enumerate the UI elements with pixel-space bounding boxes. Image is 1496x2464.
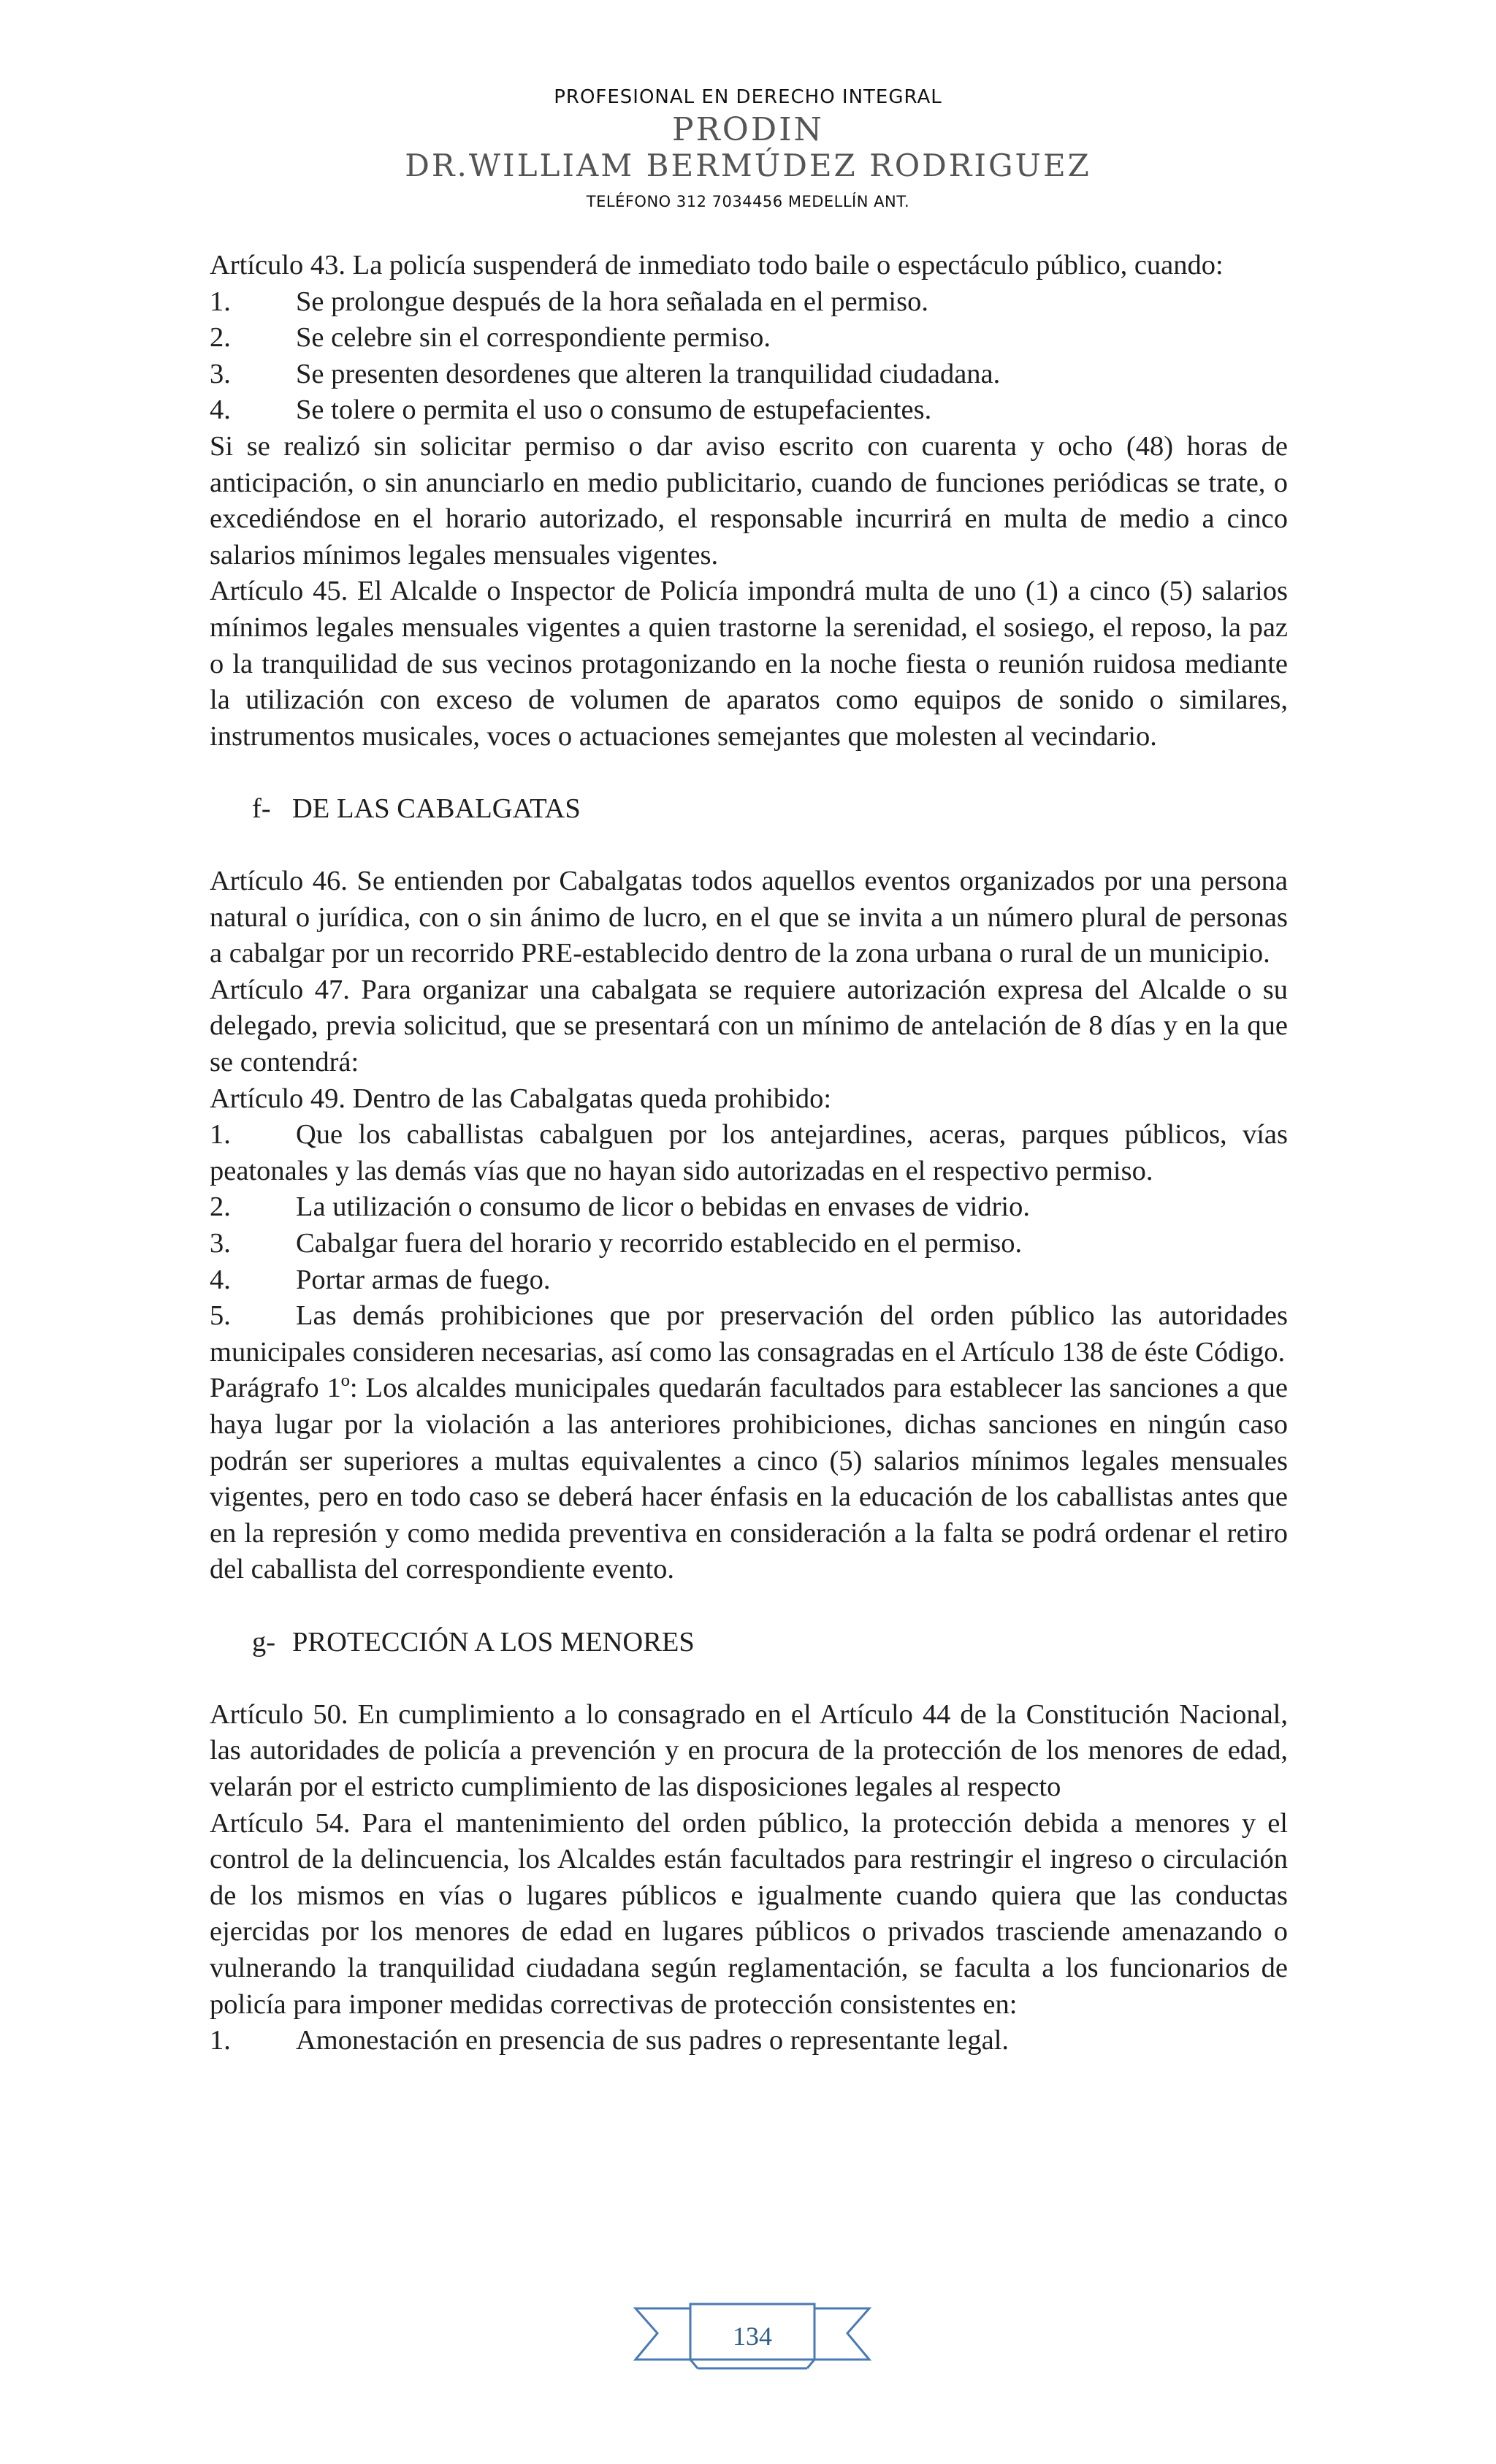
list-number: 1. bbox=[210, 2025, 231, 2056]
list-item bbox=[210, 1117, 1288, 1189]
list-item bbox=[210, 392, 1288, 429]
list-text: Se celebre sin el correspondiente permiso. bbox=[296, 322, 771, 354]
list-text: Portar armas de fuego. bbox=[296, 1264, 551, 1295]
section-heading-menores bbox=[210, 1625, 1288, 1661]
list-item bbox=[210, 284, 1288, 321]
article-47: Artículo 47. Para organizar una cabalgata se requiere autorización expresa del Alcalde o su delegado, previa solicitud, que se presentará con un mínimo de antelación de 8 días y en la que se contendrá: bbox=[210, 974, 1288, 1078]
list-number: 4. bbox=[210, 1264, 231, 1295]
article-45: Artículo 45. El Alcalde o Inspector de Policía impondrá multa de uno (1) a cinco (5) salarios mínimos legales mensuales vigentes a quien trastorne la serenidad, el sosiego, el reposo, la paz o la tranquilidad de sus vecinos protagonizando en la noche fiesta o reunión ruidosa mediante la utilización con exceso de volumen de aparatos como equipos de sonido o similares, instrumentos musicales, voces o actuaciones semejantes que molesten al vecindario. bbox=[210, 576, 1288, 752]
list-number: 1. bbox=[210, 286, 231, 317]
list-item bbox=[210, 1298, 1288, 1370]
list-text: Se tolere o permita el uso o consumo de estupefacientes. bbox=[296, 394, 932, 426]
list-text: Las demás prohibiciones que por preservación del orden público las autoridades municipales consideren necesarias, así como las consagradas en el Artículo 138 de éste Código. bbox=[210, 1300, 1288, 1368]
article-43-paragraph: Si se realizó sin solicitar permiso o dar aviso escrito con cuarenta y ocho (48) horas de anticipación, o sin anunciarlo en medio publicitario, cuando de funciones periódicas se trate, o excediéndose en el horario autorizado, el responsable incurrirá en multa de medio a cinco salarios mínimos legales mensuales vigentes. bbox=[210, 430, 1288, 571]
page-number: 134 bbox=[733, 2322, 772, 2351]
list-item bbox=[210, 356, 1288, 393]
document-body bbox=[210, 248, 1288, 2059]
section-title: PROTECCIÓN A LOS MENORES bbox=[292, 1626, 695, 1658]
list-item bbox=[210, 1189, 1288, 1226]
list-text: Se presenten desordenes que alteren la tranquilidad ciudadana. bbox=[296, 358, 1001, 389]
list-number: 2. bbox=[210, 322, 231, 354]
list-item bbox=[210, 1226, 1288, 1262]
list-text: Amonestación en presencia de sus padres o representante legal. bbox=[296, 2025, 1010, 2056]
list-number: 5. bbox=[210, 1300, 231, 1332]
page-footer bbox=[628, 2300, 877, 2380]
list-item bbox=[210, 2023, 1288, 2059]
header-profession: PROFESIONAL EN DERECHO INTEGRAL bbox=[554, 86, 942, 108]
list-item bbox=[210, 1262, 1288, 1299]
list-text: Que los caballistas cabalguen por los antejardines, aceras, parques públicos, vías peatonales y las demás vías que no hayan sido autorizadas en el respectivo permiso. bbox=[210, 1119, 1288, 1186]
header-lawyer-name: DR.WILLIAM BERMÚDEZ RODRIGUEZ bbox=[405, 148, 1091, 183]
article-46: Artículo 46. Se entienden por Cabalgatas todos aquellos eventos organizados por una persona natural o jurídica, con o sin ánimo de lucro, en el que se invita a un número plural de personas a cabalgar por un recorrido PRE-establecido dentro de la zona urbana o rural de un municipio. bbox=[210, 866, 1288, 969]
list-number: 3. bbox=[210, 358, 231, 389]
list-text: Cabalgar fuera del horario y recorrido establecido en el permiso. bbox=[296, 1228, 1023, 1259]
list-number: 3. bbox=[210, 1228, 231, 1259]
article-54: Artículo 54. Para el mantenimiento del orden público, la protección debida a menores y el control de la delincuencia, los Alcaldes están facultados para restringir el ingreso o circulación de los mismos en vías o lugares públicos e igualmente cuando quiera que las conductas ejercidas por los menores de edad en lugares públicos o privados trasciende amenazando o vulnerando la tranquilidad ciudadana según reglamentación, se faculta a los funcionarios de policía para imponer medidas correctivas de protección consistentes en: bbox=[210, 1807, 1288, 2020]
header-phone: TELÉFONO 312 7034456 MEDELLÍN ANT. bbox=[586, 193, 910, 210]
header-firm-name: PRODIN bbox=[672, 111, 824, 148]
article-43-intro: Artículo 43. La policía suspenderá de inmediato todo baile o espectáculo público, cuando: bbox=[210, 250, 1224, 281]
article-49-intro: Artículo 49. Dentro de las Cabalgatas queda prohibido: bbox=[210, 1083, 832, 1114]
section-heading-cabalgatas bbox=[210, 791, 1288, 828]
section-title: DE LAS CABALGATAS bbox=[292, 793, 581, 824]
list-number: 2. bbox=[210, 1191, 231, 1223]
list-number: 1. bbox=[210, 1119, 231, 1151]
article-50: Artículo 50. En cumplimiento a lo consagrado en el Artículo 44 de la Constitución Nacional, las autoridades de policía a prevención y en procura de la protección de los menores de edad, velarán por el estricto cumplimiento de las disposiciones legales al respecto bbox=[210, 1698, 1288, 1802]
list-number: 4. bbox=[210, 394, 231, 426]
list-item bbox=[210, 320, 1288, 356]
list-text: La utilización o consumo de licor o bebidas en envases de vidrio. bbox=[296, 1191, 1030, 1223]
list-text: Se prolongue después de la hora señalada en el permiso. bbox=[296, 286, 928, 317]
section-letter: g- bbox=[252, 1626, 276, 1658]
paragrafo-1: Parágrafo 1º: Los alcaldes municipales quedarán facultados para establecer las sanciones a que haya lugar por la violación a las anteriores prohibiciones, dichas sanciones en ningún caso podrán ser superiores a multas equivalentes a cinco (5) salarios mínimos legales mensuales vigentes, pero en todo caso se deberá hacer énfasis en la educación de los caballistas antes que en la represión y como medida preventiva en consideración a la falta se podrá ordenar el retiro del caballista del correspondiente evento. bbox=[210, 1373, 1288, 1585]
section-letter: f- bbox=[252, 793, 271, 824]
